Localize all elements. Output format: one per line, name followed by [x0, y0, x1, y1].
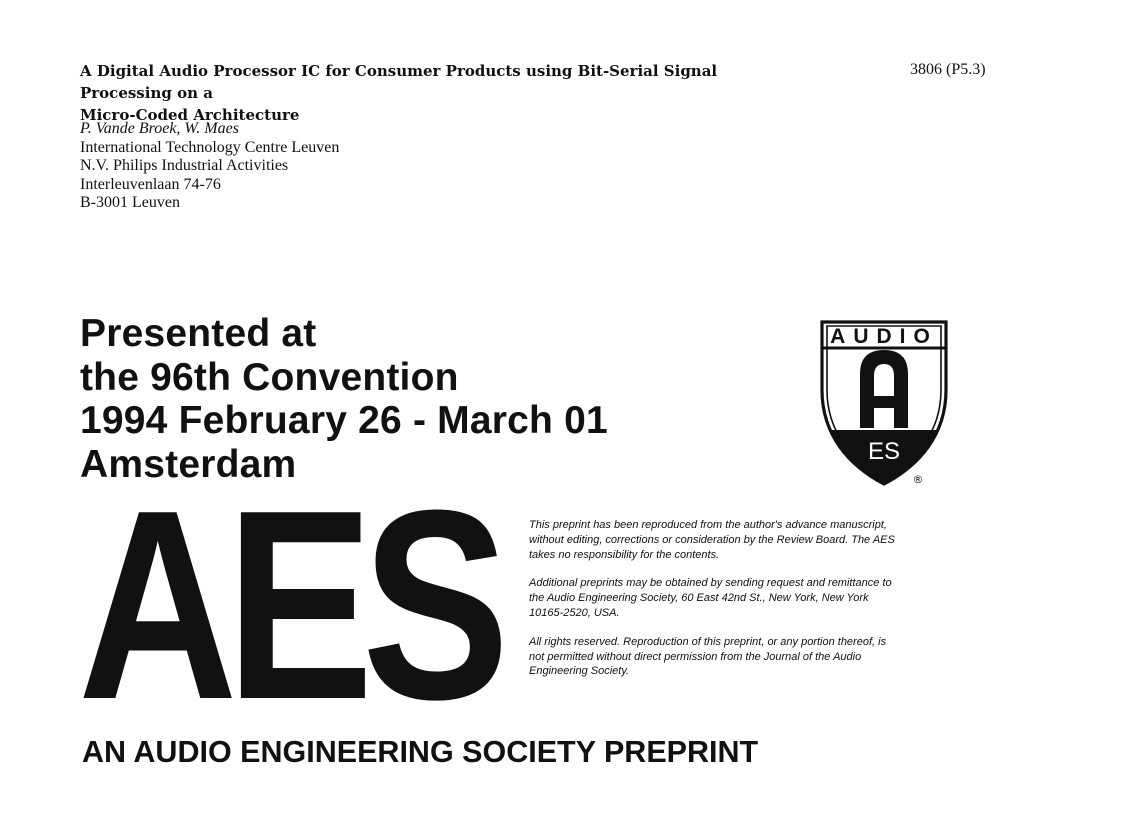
convention-line: Presented at [80, 312, 317, 355]
affiliation-line: B-3001 Leuven [80, 194, 180, 211]
paper-title [80, 60, 800, 126]
paper-title-line-1: A Digital Audio Processor IC for Consumer Products using Bit-Serial Signal Processing on a [80, 62, 718, 102]
paper-title-line-2: Micro-Coded Architecture [80, 106, 300, 124]
authors: P. Vande Broek, W. Maes [80, 120, 239, 137]
convention-line: the 96th Convention [80, 355, 459, 399]
emblem-top-text: AUDIO [830, 325, 938, 348]
convention-line: 1994 February 26 - March 01 [80, 399, 608, 442]
preprint-number: 3806 (P5.3) [910, 61, 986, 78]
disclaimer-paragraph: Additional preprints may be obtained by sending request and remittance to the Audio Engineering Society, 60 East 42nd St., New York, New York 10165-2520, USA. [529, 577, 892, 619]
emblem-bottom-text: ES [867, 438, 901, 465]
aes-big-logo [76, 492, 506, 707]
affiliation-line: N.V. Philips Industrial Activities [80, 157, 289, 174]
disclaimer [529, 518, 899, 693]
footer-title: AN AUDIO ENGINEERING SOCIETY PREPRINT [82, 735, 759, 769]
aes-emblem-logo [812, 316, 956, 490]
aes-big-text: AES [78, 492, 504, 707]
registered-mark: ® [912, 473, 924, 486]
convention-line: Amsterdam [80, 442, 297, 486]
convention-heading [80, 312, 608, 486]
disclaimer-paragraph: All rights reserved. Reproduction of this preprint, or any portion thereof, is not permitted without direct permission from the Journal of the Audio Engineering Society. [529, 635, 887, 678]
authors-block [80, 120, 339, 213]
affiliation-line: International Technology Centre Leuven [80, 138, 340, 156]
affiliation-line: Interleuvenlaan 74-76 [80, 175, 221, 193]
disclaimer-paragraph: This preprint has been reproduced from the author's advance manuscript, without editing, corrections or consideration by the Review Board. The AES takes no responsibility for the contents. [529, 519, 895, 561]
